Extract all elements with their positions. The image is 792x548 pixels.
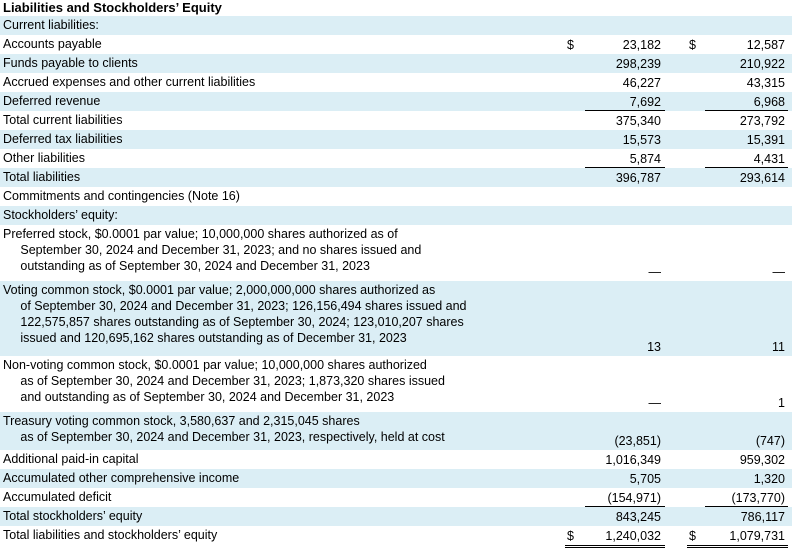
value-2024: 298,239	[615, 57, 661, 71]
currency-symbol-2023: $	[689, 529, 696, 543]
value-2024: 13	[647, 340, 661, 354]
table-row	[0, 412, 792, 450]
value-2023: (747)	[755, 434, 785, 448]
value-2023: 293,614	[739, 171, 785, 185]
table-row	[0, 526, 792, 545]
row-label: Total stockholders’ equity	[3, 509, 143, 523]
value-2023: 43,315	[746, 76, 785, 90]
table-row	[0, 54, 792, 73]
value-2023: 12,587	[746, 38, 785, 52]
row-label: Treasury voting common stock, 3,580,637 and 2,315,045 shares as of September 30, 2024 and December 31, 2023, respectively, held at cost	[3, 414, 445, 444]
value-2023: 1,320	[753, 472, 785, 486]
table-row	[0, 35, 792, 54]
currency-symbol-2023: $	[689, 38, 696, 52]
table-row	[0, 469, 792, 488]
value-2024: 46,227	[622, 76, 661, 90]
value-2024: 396,787	[615, 171, 661, 185]
table-row	[0, 73, 792, 92]
value-2024: 5,874	[629, 152, 661, 166]
value-2023: 6,968	[753, 95, 785, 109]
value-2024: 843,245	[615, 510, 661, 524]
value-2024: 23,182	[622, 38, 661, 52]
row-label: Non-voting common stock, $0.0001 par value; 10,000,000 shares authorized as of September 30, 2024 and December 31, 2023; 1,873,320 shares issued and outstanding as of September 30, 2024 and December 31, 2023	[3, 358, 445, 404]
section-title: Liabilities and Stockholders’ Equity	[3, 0, 222, 15]
row-label: Deferred tax liabilities	[3, 132, 123, 146]
value-2024: 375,340	[615, 114, 661, 128]
value-2024: (23,851)	[614, 434, 661, 448]
table-row	[0, 450, 792, 469]
table-row	[0, 187, 792, 206]
row-label: Total liabilities	[3, 170, 81, 184]
value-2024: 1,016,349	[605, 453, 661, 467]
table-row	[0, 356, 792, 412]
table-row	[0, 507, 792, 526]
table-row	[0, 130, 792, 149]
value-2024: 7,692	[629, 95, 661, 109]
value-2023: 4,431	[753, 152, 785, 166]
value-2023: 273,792	[739, 114, 785, 128]
row-label: Voting common stock, $0.0001 par value; 2,000,000,000 shares authorized as of September 30, 2024 and December 31, 2023; 126,156,494 shares issued and 122,575,857 shares outstanding as of September 30, 2024; 123,010,207 shares issued and 120,695,162 shares outstanding as of December 31, 2023	[3, 283, 467, 345]
table-row	[0, 488, 792, 507]
row-label: Total current liabilities	[3, 113, 123, 127]
row-label: Additional paid-in capital	[3, 452, 139, 466]
row-label: Stockholders’ equity:	[3, 208, 118, 222]
value-2023: 1,079,731	[729, 529, 785, 543]
value-2024: —	[648, 396, 661, 410]
value-2023: —	[772, 265, 785, 279]
value-2024: —	[648, 265, 661, 279]
row-label: Commitments and contingencies (Note 16)	[3, 189, 240, 203]
value-2024: 1,240,032	[605, 529, 661, 543]
row-label: Total liabilities and stockholders’ equity	[3, 528, 218, 542]
value-2023: 210,922	[739, 57, 785, 71]
table-row	[0, 206, 792, 225]
row-label: Deferred revenue	[3, 94, 101, 108]
row-label: Funds payable to clients	[3, 56, 138, 70]
table-row	[0, 149, 792, 168]
row-label: Preferred stock, $0.0001 par value; 10,000,000 shares authorized as of September 30, 2024 and December 31, 2023; and no shares issued and outstanding as of September 30, 2024 and December 31, 2023	[3, 227, 422, 273]
liabilities-table	[0, 16, 792, 545]
table-row	[0, 225, 792, 281]
row-label: Accrued expenses and other current liabilities	[3, 75, 256, 89]
row-label: Accumulated deficit	[3, 490, 112, 504]
table-row	[0, 16, 792, 35]
value-2023: 11	[772, 340, 785, 354]
row-label: Accumulated other comprehensive income	[3, 471, 240, 485]
value-2024: (154,971)	[607, 491, 661, 505]
table-row	[0, 92, 792, 111]
row-label: Current liabilities:	[3, 18, 99, 32]
table-row	[0, 281, 792, 356]
table-row	[0, 111, 792, 130]
currency-symbol-2024: $	[567, 529, 574, 543]
row-label: Other liabilities	[3, 151, 85, 165]
value-2023: 1	[778, 396, 785, 410]
value-2023: 959,302	[739, 453, 785, 467]
value-2024: 5,705	[629, 472, 661, 486]
value-2023: 15,391	[746, 133, 785, 147]
value-2024: 15,573	[622, 133, 661, 147]
value-2023: 786,117	[740, 510, 785, 524]
row-label: Accounts payable	[3, 37, 102, 51]
currency-symbol-2024: $	[567, 38, 574, 52]
value-2023: (173,770)	[731, 491, 785, 505]
table-row	[0, 168, 792, 187]
